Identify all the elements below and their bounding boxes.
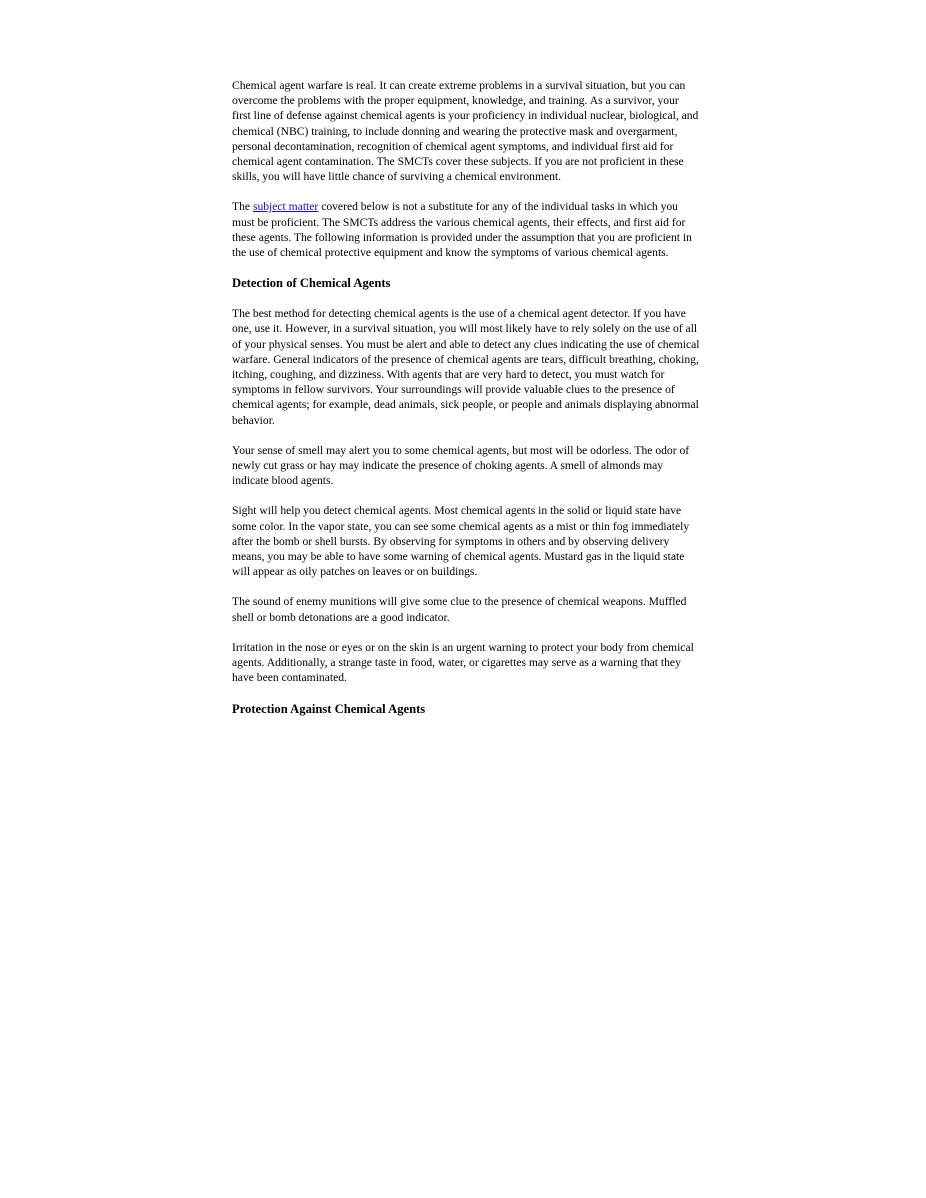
paragraph-subject-matter [232,199,700,260]
paragraph-sight: Sight will help you detect chemical agents. Most chemical agents in the solid or liquid state have some color. In the vapor state, you can see some chemical agents as a mist or thin fog immediately after the bomb or shell bursts. By observing for symptoms in others and by observing delivery means, you may be able to have some warning of chemical agents. Mustard gas in the liquid state will appear as oily patches on leaves or on buildings. [232,504,690,579]
paragraph-text-lead: The [232,200,253,214]
document-body [232,78,700,732]
paragraph-smell: Your sense of smell may alert you to some chemical agents, but most will be odorless. The odor of newly cut grass or hay may indicate the presence of choking agents. A smell of almonds may indicate blood agents. [232,443,690,488]
subject-matter-link[interactable]: subject matter [252,200,319,214]
heading-detection: Detection of Chemical Agents [232,276,391,291]
paragraph-text-rest: covered below is not a substitute for any of the individual tasks in which you must be proficient. The SMCTs address the various chemical agents, their effects, and first aid for these agents. The following information is provided under the assumption that you are proficient in the use of chemical protective equipment and know the symptoms of various chemical agents. [232,200,692,260]
heading-protection: Protection Against Chemical Agents [232,701,426,716]
paragraph-intro: Chemical agent warfare is real. It can create extreme problems in a survival situation, but you can overcome the problems with the proper equipment, knowledge, and training. As a survivor, your first line of defense against chemical agents is your proficiency in individual nuclear, biological, and chemical (NBC) training, to include donning and wearing the protective mask and overgarment, personal decontamination, recognition of chemical agent symptoms, and individual first aid for chemical agent contamination. The SMCTs cover these subjects. If you are not proficient in these skills, you will have little chance of surviving a chemical environment. [232,79,699,184]
paragraph-irritation: Irritation in the nose or eyes or on the skin is an urgent warning to protect your body from chemical agents. Additionally, a strange taste in food, water, or cigarettes may serve as a warning that they have been contaminated. [232,640,694,685]
paragraph-detector: The best method for detecting chemical agents is the use of a chemical agent detector. If you have one, use it. However, in a survival situation, you will most likely have to rely solely on the use of all of your physical senses. You must be alert and able to detect any clues indicating the use of chemical warfare. General indicators of the presence of chemical agents are tears, difficult breathing, choking, itching, coughing, and dizziness. With agents that are very hard to detect, you must watch for symptoms in fellow survivors. Your surroundings will provide valuable clues to the presence of chemical agents; for example, dead animals, sick people, or people and animals displaying abnormal behavior. [232,307,700,427]
paragraph-sound: The sound of enemy munitions will give some clue to the presence of chemical weapons. Muffled shell or bomb detonations are a good indicator. [232,595,687,624]
